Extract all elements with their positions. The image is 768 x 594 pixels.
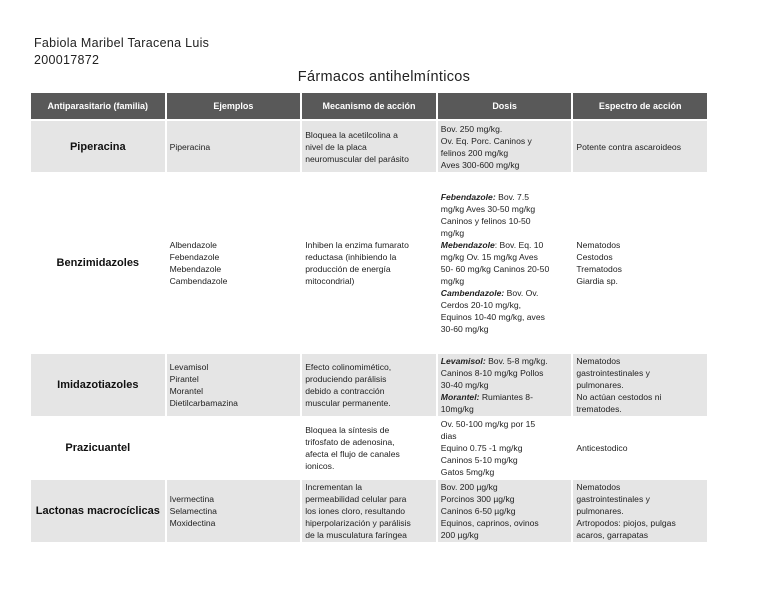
spectrum-line: Nematodos <box>576 356 621 366</box>
dose-text: 50- 60 mg/kg Caninos 20-50 <box>440 264 550 274</box>
mechanism-line: produciendo parálisis <box>305 374 387 384</box>
dose-text: Equino 0.75 -1 mg/kg <box>440 443 523 453</box>
dose-text: 30-60 mg/kg <box>440 324 489 334</box>
spectrum-line: gastrointestinales y <box>576 494 650 504</box>
example-item: Albendazole <box>169 240 217 250</box>
mechanism-line: Efecto colinomimético, <box>305 362 392 372</box>
dose-text: Gatos 5mg/kg <box>440 467 495 477</box>
table-row <box>31 354 707 416</box>
dose-line <box>441 367 569 379</box>
mechanism-line: nivel de la placa <box>305 141 367 152</box>
column-header-dose: Dosis <box>438 93 572 119</box>
dose-text: Bov. 200 µg/kg <box>440 482 498 492</box>
example-item: Morantel <box>169 386 204 396</box>
cell-mechanism <box>302 174 436 352</box>
cell-spectrum <box>573 121 707 172</box>
mechanism-line: ionicos. <box>305 461 335 471</box>
dose-text: mg/kg <box>440 276 465 286</box>
dose-text: dias <box>440 431 457 441</box>
dose-line <box>441 147 569 159</box>
spectrum-line: acaros, garrapatas <box>576 530 649 540</box>
dose-text: Ov. Eq. Porc. Caninos y <box>440 135 532 146</box>
mechanism-line: de la musculatura faríngea <box>305 530 407 540</box>
mechanism-line: Incrementan la <box>305 482 363 492</box>
dose-line <box>441 430 569 442</box>
dose-line <box>441 493 569 505</box>
drug-name-label: Levamisol: <box>440 356 486 366</box>
column-header-spectrum: Espectro de acción <box>573 93 707 119</box>
table-body <box>31 121 707 542</box>
column-header-family: Antiparasitario (familia) <box>31 93 165 119</box>
dose-text: : Bov. Eq. 10 <box>494 240 544 250</box>
dose-text: Bov. 5-8 mg/kg. <box>485 356 548 366</box>
mechanism-line: trifosfato de adenosina, <box>305 437 395 447</box>
dose-text: mg/kg Aves 30-50 mg/kg <box>440 204 536 214</box>
cell-dose <box>438 354 572 416</box>
dose-line <box>441 275 569 287</box>
spectrum-line: Cestodos <box>576 252 613 262</box>
example-item: Cambendazole <box>169 276 228 286</box>
mechanism-line: Inhiben la enzima fumarato <box>305 240 409 250</box>
mechanism-line: muscular permanente. <box>305 398 391 408</box>
dose-text: Bov. 7.5 <box>495 192 529 202</box>
spectrum-line: pulmonares. <box>576 506 624 516</box>
family-name: Prazicuantel <box>65 442 131 454</box>
dose-text: Caninos 8-10 mg/kg Pollos <box>440 368 544 378</box>
student-id: 200017872 <box>34 53 100 67</box>
example-item: Febendazole <box>169 252 220 262</box>
dose-line <box>441 418 569 430</box>
family-name: Lactonas macrocíclicas <box>35 505 160 517</box>
spectrum-line: Trematodos <box>576 264 622 274</box>
cell-dose <box>438 121 572 172</box>
mechanism-line: neuromuscular del parásito <box>305 153 409 164</box>
spectrum-line: Anticestodico <box>576 443 628 453</box>
mechanism-line: permeabilidad celular para <box>305 494 407 504</box>
dose-text: 200 µg/kg <box>440 530 479 540</box>
cell-examples <box>167 480 301 542</box>
dose-text: Bov. 250 mg/kg. <box>440 123 503 134</box>
column-header-examples: Ejemplos <box>167 93 301 119</box>
cell-spectrum <box>573 174 707 352</box>
example-item: Levamisol <box>169 362 209 372</box>
cell-family <box>31 121 165 172</box>
family-name: Piperacina <box>69 140 126 153</box>
spectrum-line: trematodes. <box>576 404 622 414</box>
dose-line <box>441 442 569 454</box>
mechanism-line: los iones cloro, resultando <box>305 506 406 516</box>
table-row <box>31 121 707 172</box>
drug-name-label: Cambendazole: <box>440 288 505 298</box>
mechanism-line: Bloquea la acetilcolina a <box>305 129 398 140</box>
example-item: Selamectina <box>169 506 217 516</box>
cell-examples <box>167 418 301 478</box>
cell-mechanism <box>302 121 436 172</box>
dose-text: Cerdos 20-10 mg/kg, <box>440 300 522 310</box>
dose-line <box>441 391 569 403</box>
example-item: Ivermectina <box>169 494 215 504</box>
mechanism-line: reductasa (inhibiendo la <box>305 252 397 262</box>
spectrum-line: Artropodos: piojos, pulgas <box>576 518 676 528</box>
dose-text: Caninos 5-10 mg/kg <box>440 455 518 465</box>
dose-text: Aves 300-600 mg/kg <box>440 159 520 170</box>
cell-examples <box>167 174 301 352</box>
dose-text: mg/kg <box>440 228 465 238</box>
dose-line <box>441 505 569 517</box>
dose-line <box>441 379 569 391</box>
dose-text: Caninos y felinos 10-50 <box>440 216 531 226</box>
dose-line <box>441 215 569 227</box>
mechanism-line: debido a contracción <box>305 386 385 396</box>
dose-text: Bov. Ov. <box>504 288 539 298</box>
cell-dose <box>438 480 572 542</box>
dose-line <box>441 239 569 251</box>
dose-text: 10mg/kg <box>440 404 474 414</box>
dose-line <box>441 466 569 478</box>
example-item: Mebendazole <box>169 264 222 274</box>
dose-line <box>441 159 569 171</box>
cell-mechanism <box>302 480 436 542</box>
cell-spectrum <box>573 354 707 416</box>
example-item: Dietilcarbamazina <box>169 398 238 408</box>
drug-name-label: Mebendazole <box>440 240 495 250</box>
example-item: Piperacina <box>169 141 211 152</box>
mechanism-line: hiperpolarización y parálisis <box>305 518 411 528</box>
drug-table <box>29 91 709 544</box>
table-row <box>31 418 707 478</box>
spectrum-line: Nematodos <box>576 482 621 492</box>
table-header-row <box>31 93 707 119</box>
drug-name-label: Febendazole: <box>440 192 496 202</box>
table-row <box>31 480 707 542</box>
dose-line <box>441 123 569 135</box>
author-block <box>34 35 209 69</box>
spectrum-line: pulmonares. <box>576 380 624 390</box>
example-item: Pirantel <box>169 374 199 384</box>
dose-line <box>441 311 569 323</box>
spectrum-line: Giardia sp. <box>576 276 618 286</box>
document-title: Fármacos antihelmínticos <box>297 69 471 85</box>
dose-line <box>441 299 569 311</box>
dose-text: felinos 200 mg/kg <box>440 147 509 158</box>
dose-line <box>441 323 569 335</box>
dose-line <box>441 227 569 239</box>
column-header-mechanism: Mecanismo de acción <box>302 93 436 119</box>
dose-text: Ov. 50-100 mg/kg por 15 <box>440 419 536 429</box>
dose-line <box>441 481 569 493</box>
mechanism-line: producción de energía <box>305 264 391 274</box>
dose-line <box>441 251 569 263</box>
mechanism-line: mitocondrial) <box>305 276 355 286</box>
mechanism-line: Bloquea la síntesis de <box>305 425 390 435</box>
spectrum-line: Nematodos <box>576 240 621 250</box>
dose-text: Equinos, caprinos, ovinos <box>440 518 539 528</box>
spectrum-line: No actúan cestodos ni <box>576 392 662 402</box>
mechanism-line: afecta el flujo de canales <box>305 449 400 459</box>
dose-line <box>441 403 569 415</box>
family-name: Benzimidazoles <box>56 257 140 269</box>
dose-text: Equinos 10-40 mg/kg, aves <box>440 312 545 322</box>
dose-line <box>441 287 569 299</box>
dose-line <box>441 191 569 203</box>
spectrum-line: Potente contra ascaroideos <box>576 141 681 152</box>
dose-line <box>441 203 569 215</box>
dose-text: 30-40 mg/kg <box>440 380 489 390</box>
cell-mechanism <box>302 418 436 478</box>
dose-text: mg/kg Ov. 15 mg/kg Aves <box>440 252 538 262</box>
dose-line <box>441 263 569 275</box>
cell-family <box>31 418 165 478</box>
table-row <box>31 174 707 352</box>
cell-mechanism <box>302 354 436 416</box>
cell-family <box>31 480 165 542</box>
dose-text: Rumiantes 8- <box>479 392 533 402</box>
cell-family <box>31 174 165 352</box>
cell-family <box>31 354 165 416</box>
drug-name-label: Morantel: <box>440 392 480 402</box>
cell-examples <box>167 121 301 172</box>
author-name: Fabiola Maribel Taracena Luis <box>34 36 210 50</box>
cell-spectrum <box>573 480 707 542</box>
dose-text: Porcinos 300 µg/kg <box>440 494 515 504</box>
cell-dose <box>438 174 572 352</box>
dose-line <box>441 355 569 367</box>
spectrum-line: gastrointestinales y <box>576 368 650 378</box>
dose-line <box>441 529 569 541</box>
cell-spectrum <box>573 418 707 478</box>
example-item: Moxidectina <box>169 518 216 528</box>
family-name: Imidazotiazoles <box>57 379 139 391</box>
cell-dose <box>438 418 572 478</box>
dose-line <box>441 454 569 466</box>
dose-text: Caninos 6-50 µg/kg <box>440 506 516 516</box>
cell-examples <box>167 354 301 416</box>
dose-line <box>441 517 569 529</box>
dose-line <box>441 135 569 147</box>
